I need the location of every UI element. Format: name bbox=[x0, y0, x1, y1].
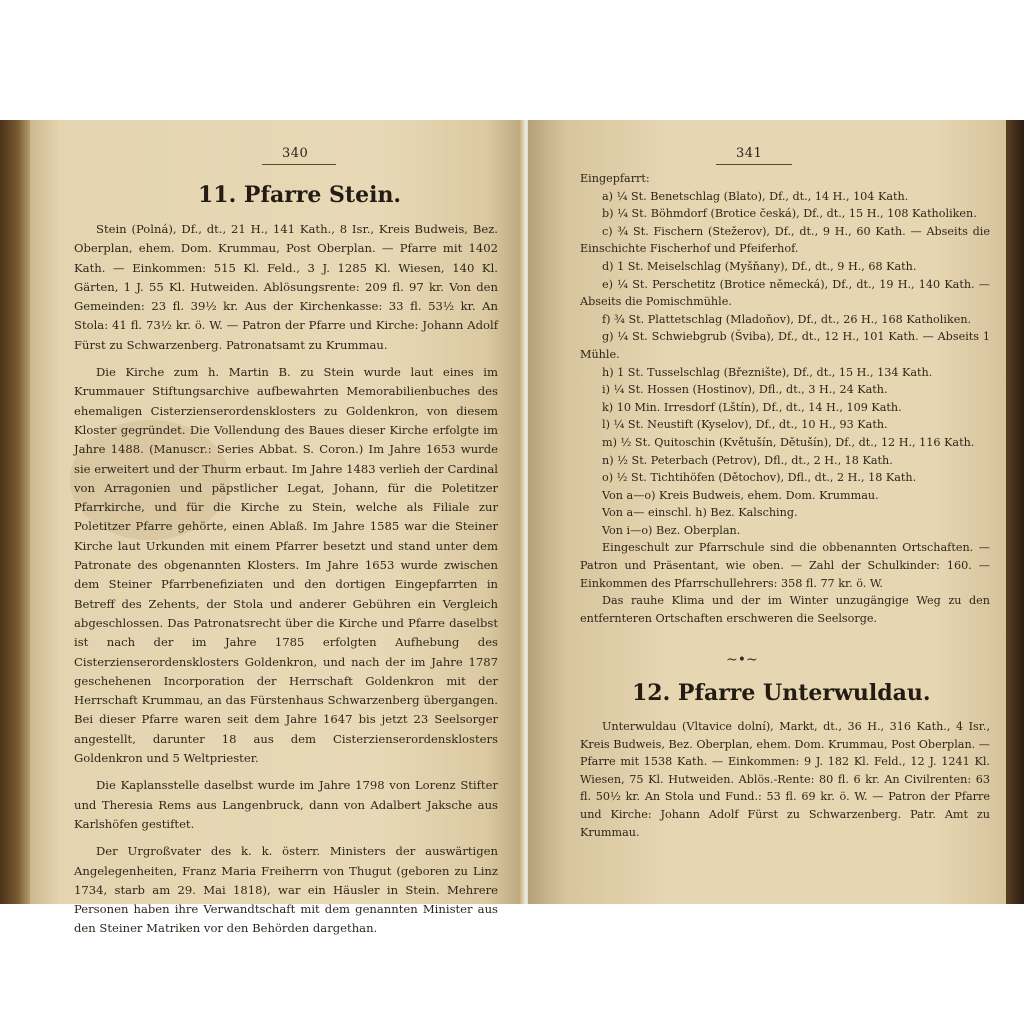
list-item: o) ½ St. Tichtihöfen (Dětochov), Dfl., dt., 2 H., 18 Kath. bbox=[602, 471, 917, 485]
paragraph: Der Urgroßvater des k. k. österr. Ministers der auswärtigen Angelegenheiten, Franz Maria Freiherrn von Thugut (geboren zu Linz 1734, starb am 29. Mai 1818), war ein Häusler in Stein. Mehrere Personen haben ihre Verwandtschaft mit dem genannten Minister aus den Steiner Matriken vor den Behörden dargethan. bbox=[74, 844, 498, 936]
list-item: c) ¾ St. Fischern (Stežerov), Df., dt., 9 H., 60 Kath. — Abseits die Einschichte Fischerhof und Pfeiferhof. bbox=[580, 224, 990, 256]
page-number: 340 bbox=[282, 146, 309, 161]
right-body bbox=[580, 718, 990, 841]
book-cover-edge-left bbox=[0, 120, 30, 904]
list-item: m) ½ St. Quitoschin (Květušín, Dětušín), Df., dt., 12 H., 116 Kath. bbox=[602, 435, 975, 449]
list-item: k) 10 Min. Irresdorf (Lštín), Df., dt., 14 H., 109 Kath. bbox=[602, 400, 902, 414]
paragraph: Unterwuldau (Vltavice dolní), Markt, dt., 36 H., 316 Kath., 4 Isr., Kreis Budweis, Bez. Oberplan, ehem. Dom. Krummau, Post Oberplan. — Pfarre mit 1538 Kath. — Einkommen: 9 J. 182 Kl. Feld., 12 J. 1241 Kl. Wiesen, 75 Kl. Hutweiden. Ablös.-Rente: 80 fl. 6 kr. An Civilrenten: 63 fl. 50½ kr. An Stola und Fund.: 53 fl. 69 kr. ö. W. — Patron der Pfarre und Kirche: Johann Adolf Fürst zu Schwarzenberg. Patr. Amt zu Krummau. bbox=[580, 720, 990, 839]
list-item: f) ¾ St. Plattetschlag (Mladoňov), Df., dt., 26 H., 168 Katholiken. bbox=[602, 312, 972, 326]
left-body bbox=[74, 220, 498, 939]
list-item: e) ¼ St. Perschetitz (Brotice německá), Df., dt., 19 H., 140 Kath. — Abseits die Pomischmühle. bbox=[580, 277, 990, 309]
list-item: a) ¼ St. Benetschlag (Blato), Df., dt., 14 H., 104 Kath. bbox=[602, 189, 909, 203]
climate-paragraph: Das rauhe Klima und der im Winter unzugängige Weg zu den entfernteren Ortschaften erschweren die Seelsorge. bbox=[580, 594, 990, 625]
page-number: 341 bbox=[736, 146, 763, 161]
section-heading: 12. Pfarre Unterwuldau. bbox=[632, 680, 931, 706]
note: Von i—o) Bez. Oberplan. bbox=[602, 523, 741, 537]
open-book bbox=[0, 120, 1024, 936]
school-paragraph: Eingeschult zur Pfarrschule sind die obbenannten Ortschaften. — Patron und Präsentant, wie oben. — Zahl der Schulkinder: 160. — Einkommen des Pfarrschullehrers: 358 fl. 77 kr. ö. W. bbox=[580, 541, 990, 590]
list-item: l) ¼ St. Neustift (Kyselov), Df., dt., 10 H., 93 Kath. bbox=[602, 418, 888, 432]
list-item: b) ¼ St. Böhmdorf (Brotice česká), Df., dt., 15 H., 108 Katholiken. bbox=[602, 207, 977, 221]
list-item: d) 1 St. Meiselschlag (Myšňany), Df., dt., 9 H., 68 Kath. bbox=[602, 259, 917, 273]
paragraph: Stein (Polná), Df., dt., 21 H., 141 Kath., 8 Isr., Kreis Budweis, Bez. Oberplan, ehem. Dom. Krummau, Post Oberplan. — Pfarre mit 1402 Kath. — Einkommen: 515 Kl. Feld., 3 J. 1285 Kl. Wiesen, 140 Kl. Gärten, 1 J. 55 Kl. Hutweiden. Ablösungsrente: 209 fl. 97 kr. Von den Gemeinden: 23 fl. 39½ kr. Aus der Kirchenkasse: 33 fl. 53½ kr. An Stola: 41 fl. 73½ kr. ö. W. — Patron der Pfarre und Kirche: Johann Adolf Fürst zu Schwarzenberg. Patronatsamt zu Krummau. bbox=[74, 222, 498, 352]
right-page bbox=[528, 120, 1006, 904]
parish-list bbox=[580, 170, 990, 627]
section-ornament: ~•~ bbox=[726, 652, 758, 668]
section-heading: 11. Pfarre Stein. bbox=[198, 182, 402, 208]
left-page bbox=[30, 120, 526, 936]
paragraph: Die Kirche zum h. Martin B. zu Stein wurde laut eines im Krummauer Stiftungsarchive aufbewahrten Memorabilienbuches des ehemaligen Cisterzienserordensklosters zu Goldenkron, von diesem Kloster gegründet. Die Vollendung des Baues dieser Kirche erfolgte im Jahre 1488. (Manuscr.: Series Abbat. S. Coron.) Im Jahre 1653 wurde sie erweitert und der Thurm erbaut. Im Jahre 1483 verlieh der Cardinal von Arragonien und päpstlicher Legat, Johann, für die Poletitzer Pfarrkirche, und für die Kirche zu Stein, welche als Filiale zur Poletitzer Pfarre gehörte, einen Ablaß. Im Jahre 1585 war die Steiner Kirche laut Urkunden mit einem Pfarrer besetzt und stand unter dem Patronate des obgenannten Klosters. Im Jahre 1653 wurde zwischen dem Steiner Pfarrbenefiziaten und den dortigen Eingepfarrten in Betreff des Zehents, der Stola und anderer Gebühren ein Vergleich abgeschlossen. Das Patronatsrecht über die Kirche und Pfarre daselbst ist nach der im Jahre 1785 erfolgten Aufhebung des Cisterzienserordensklosters Goldenkron, und nach der im Jahre 1787 geschehenen Incorporation der Herrschaft Goldenkron mit der Herrschaft Krummau, an das Fürstenhaus Schwarzenberg übergangen. Bei dieser Pfarre waren seit dem Jahre 1647 bis jetzt 23 Seelsorger angestellt, darunter 18 aus dem Cisterzienserordensklosters Goldenkron und 5 Weltpriester. bbox=[74, 365, 498, 766]
list-intro: Eingepfarrt: bbox=[580, 172, 650, 185]
header-rule bbox=[716, 164, 792, 165]
list-item: n) ½ St. Peterbach (Petrov), Dfl., dt., 2 H., 18 Kath. bbox=[602, 453, 893, 467]
paragraph: Die Kaplansstelle daselbst wurde im Jahre 1798 von Lorenz Stifter und Theresia Rems aus Langenbruck, dann von Adalbert Jaksche aus Karlshöfen gestiftet. bbox=[74, 778, 498, 831]
note: Von a— einschl. h) Bez. Kalsching. bbox=[602, 506, 798, 520]
note: Von a—o) Kreis Budweis, ehem. Dom. Krummau. bbox=[602, 488, 879, 502]
book-cover-edge-right bbox=[1006, 120, 1024, 904]
list-item: h) 1 St. Tusselschlag (Březnište), Df., dt., 15 H., 134 Kath. bbox=[602, 365, 933, 379]
header-rule bbox=[262, 164, 336, 165]
list-item: i) ¼ St. Hossen (Hostinov), Dfl., dt., 3 H., 24 Kath. bbox=[602, 383, 888, 397]
list-item: g) ¼ St. Schwiebgrub (Šviba), Df., dt., 12 H., 101 Kath. — Abseits 1 Mühle. bbox=[580, 330, 990, 361]
